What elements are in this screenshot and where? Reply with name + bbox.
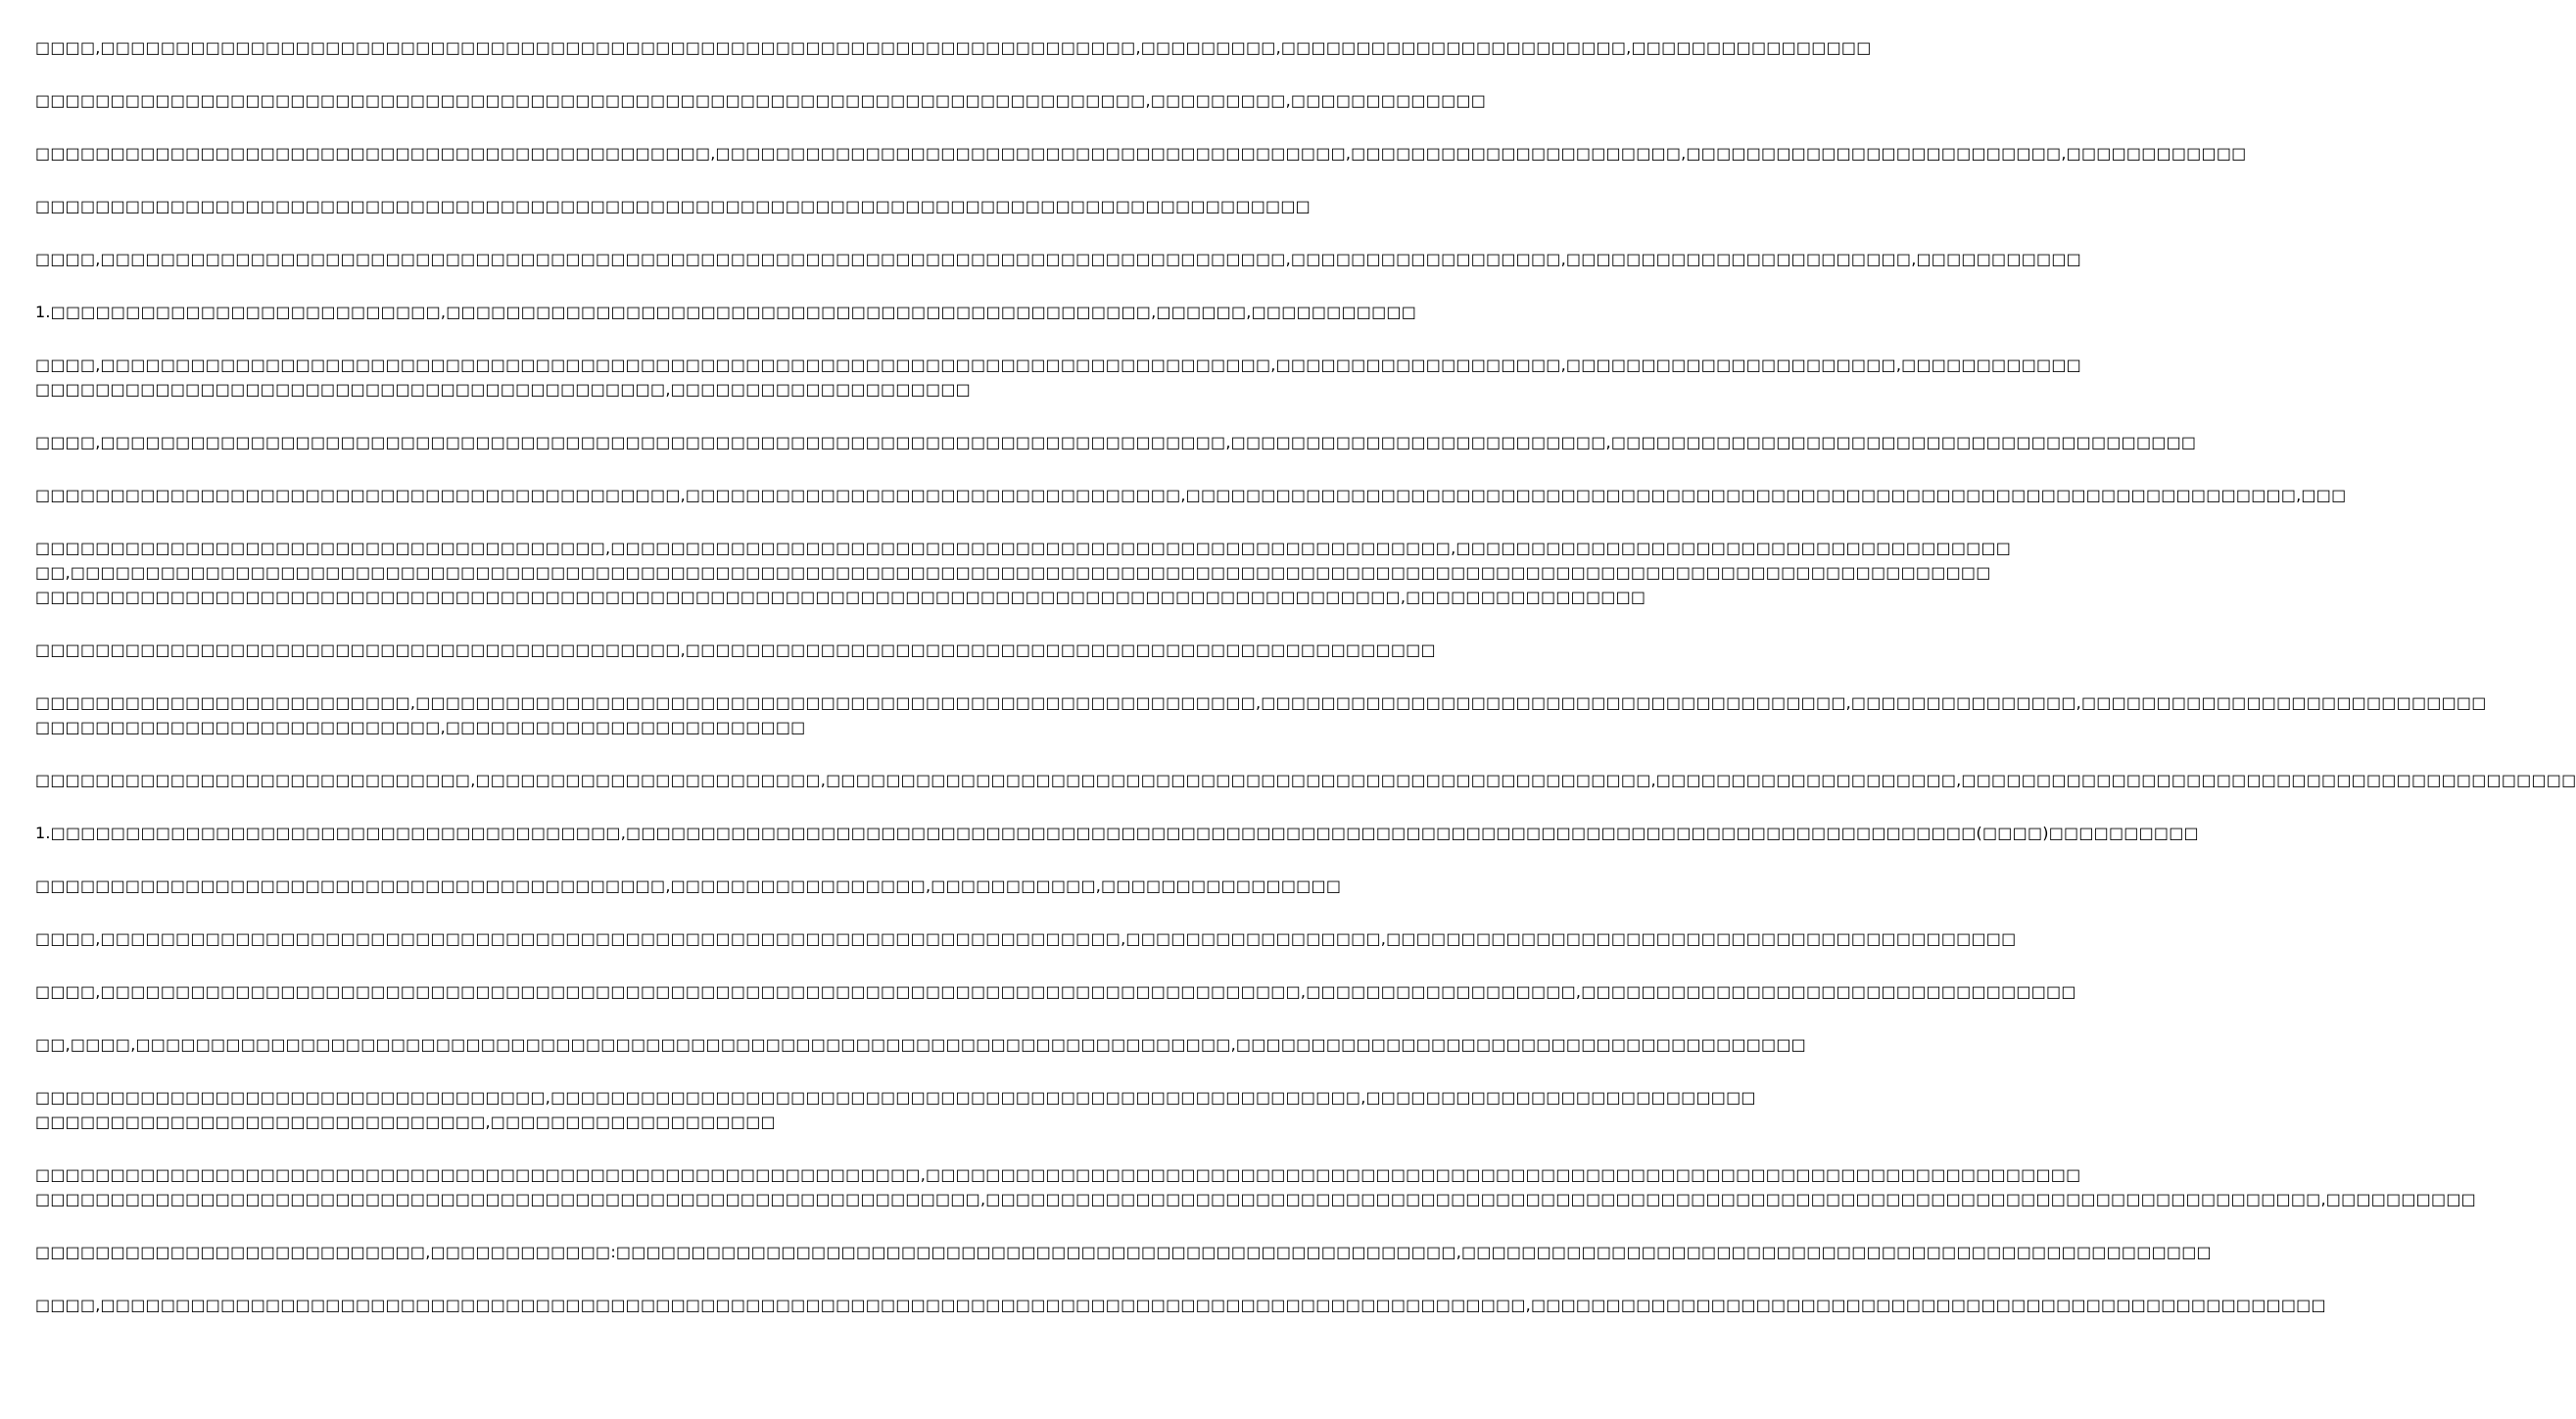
text-line: □□□□□□□□□□□□□□□□□□□□□□□□□□□□□□□□□□□□□□□□□□,□□□□□□□□□□□□□□□□□□□□ <box>35 380 971 399</box>
text-line: □□□□□□□□□□□□□□□□□□□□□□□□□□□□□□□□□□□□□□□□□□□□□□□□□□□□□□□□□□□,□□□□□□□□□□□□□□□□□□□□□□□□□□□□□□□□□□□□□□□□□□□□□□□□□□□□□□□□□□□□□□□□□□□□□□□□□□□□□ <box>35 1165 2081 1184</box>
text-line: □□□□□□□□□□□□□□□□□□□□□□□□□□□□□□□□□□,□□□□□□□□□□□□□□□□□□□□□□□□□□□□□□□□□□□□□□□□□□□□□□□□□□□□□□,□□□□□□□□□□□□□□□□□□□□□□□□□□ <box>35 1088 1756 1107</box>
text-line: □□□□□□□□□□□□□□□□□□□□□□□□□□□□□□,□□□□□□□□□□□□□□□□□□□ <box>35 1112 776 1131</box>
paragraph <box>35 1240 2212 1264</box>
paragraph <box>35 690 2487 739</box>
paragraph <box>35 874 1342 898</box>
paragraph <box>35 430 2197 454</box>
text-line: □□□□□□□□□□□□□□□□□□□□□□□□□□□□□,□□□□□□□□□□□□□□□□□□□□□□□,□□□□□□□□□□□□□□□□□□□□□□□□□□□□□□□□□□□□□□□□□□□□□□□□□□□□□□□,□□□□□□□□□□□□□□□□□□□□,□□□□□□□□□□□□□□□□□□□□□□□□□□□□□□□□□□□□□□□□□ <box>35 771 2576 789</box>
text-line: □□□□□□□□□□□□□□□□□□□□□□□□□□□□□□□□□□□□□□,□□□□□□□□□□□□□□□□□□□□□□□□□□□□□□□□□□□□□□□□□□□□□□□□□□□□□□□□,□□□□□□□□□□□□□□□□□□□□□□□□□□□□□□□□□□□□□ <box>35 539 2012 557</box>
text-line: □□,□□□□,□□□□□□□□□□□□□□□□□□□□□□□□□□□□□□□□□□□□□□□□□□□□□□□□□□□□□□□□□□□□□□□□□□□□□□□□□,□□□□□□□□□□□□□□□□□□□□□□□□□□□□□□□□□□□□□□ <box>35 1035 1806 1054</box>
text-line: □□□□,□□□□□□□□□□□□□□□□□□□□□□□□□□□□□□□□□□□□□□□□□□□□□□□□□□□□□□□□□□□□□□□□□□□□□□□□□□□,□□□□□□□□□□□□□□□□□□□□□□□□□,□□□□□□□□□□□□□□□□□□□□□□□□□□□□□□□□□□□□□□□ <box>35 433 2197 451</box>
text-line: □□□□□□□□□□□□□□□□□□□□□□□□□,□□□□□□□□□□□□□□□□□□□□□□□□□□□□□□□□□□□□□□□□□□□□□□□□□□□□□□□□,□□□□□□□□□□□□□□□□□□□□□□□□□□□□□□□□□□□□□□□,□□□□□□□□□□□□□□□,□□□□□□□□□□□□□□□□□□□□□□□□□□□ <box>35 693 2487 712</box>
text-line: □□□□□□□□□□□□□□□□□□□□□□□□□□□□□□□□□□□□□□□□□□□□□□□□□□□□□□□□□□□□□□□□□□□□□□□□□□□□□□□□□□□□□ <box>35 197 1311 215</box>
document-body <box>35 35 2576 1346</box>
text-line: □□□□□□□□□□□□□□□□□□□□□□□□□□□□□□□□□□□□□□□□□□□□□,□□□□□□□□□□□□□□□□□□□□□□□□□□□□□□□□□□□□□□□□□□,□□□□□□□□□□□□□□□□□□□□□□,□□□□□□□□□□□□□□□□□□□□□□□□□,□□□□□□□□□□□□ <box>35 144 2247 163</box>
text-line: □□□□,□□□□□□□□□□□□□□□□□□□□□□□□□□□□□□□□□□□□□□□□□□□□□□□□□□□□□□□□□□□□□□□□□□□□,□□□□□□□□□□□□□□□□□,□□□□□□□□□□□□□□□□□□□□□□□□□□□□□□□□□□□□□□□□□□ <box>35 929 2017 948</box>
text-line: □□□□,□□□□□□□□□□□□□□□□□□□□□□□□□□□□□□□□□□□□□□□□□□□□□□□□□□□□□□□□□□□□□□□□□□□□□□□□□□□□□□□□,□□□□□□□□□□□□□□□□□□,□□□□□□□□□□□□□□□□□□□□□□□□□□□□□□□□□ <box>35 982 2076 1001</box>
paragraph <box>35 638 1436 662</box>
paragraph <box>35 1293 2326 1317</box>
paragraph <box>35 1085 1756 1134</box>
paragraph <box>35 483 2347 507</box>
text-line: 1.□□□□□□□□□□□□□□□□□□□□□□□□□□,□□□□□□□□□□□□□□□□□□□□□□□□□□□□□□□□□□□□□□□□□□□□□□□,□□□□□□,□□□□□□□□□□□ <box>35 303 1417 321</box>
paragraph <box>35 1032 1806 1057</box>
text-line: □□□□□□□□□□□□□□□□□□□□□□□□□□□□□□□□□□□□□□□□□□□□□□□□□□□□□□□□□□□□□□□□□□□□□□□□□□,□□□□□□□□□,□□□□□□□□□□□□□ <box>35 91 1487 110</box>
paragraph <box>35 141 2247 166</box>
text-line: □□□□,□□□□□□□□□□□□□□□□□□□□□□□□□□□□□□□□□□□□□□□□□□□□□□□□□□□□□□□□□□□□□□□□□□□□□□□□□□□□□□□,□□□□□□□□□□□□□□□□□□,□□□□□□□□□□□□□□□□□□□□□□□,□□□□□□□□□□□ <box>35 250 2081 268</box>
paragraph <box>35 979 2076 1004</box>
text-line: □□□□,□□□□□□□□□□□□□□□□□□□□□□□□□□□□□□□□□□□□□□□□□□□□□□□□□□□□□□□□□□□□□□□□□□□□□□□□□□□□□□□□□□□□□□□□□□□□□□□,□□□□□□□□□□□□□□□□□□□□□□□□□□□□□□□□□□□□□□□□□□□□□□□□□□□□□ <box>35 1296 2326 1314</box>
paragraph <box>35 88 1487 113</box>
text-line: □□□□□□□□□□□□□□□□□□□□□□□□□□□□□□□□□□□□□□□□□□□,□□□□□□□□□□□□□□□□□□□□□□□□□□□□□□□□□□□□□□□□□□□□□□□□□□ <box>35 640 1436 659</box>
text-line: □□,□□□□□□□□□□□□□□□□□□□□□□□□□□□□□□□□□□□□□□□□□□□□□□□□□□□□□□□□□□□□□□□□□□□□□□□□□□□□□□□□□□□□□□□□□□□□□□□□□□□□□□□□□□□□□□□□□□□□□□□□□□□□□□□□ <box>35 563 1991 582</box>
paragraph <box>35 926 2017 951</box>
numbered-paragraph <box>35 821 2199 845</box>
paragraph <box>35 35 1872 60</box>
text-line: □□□□□□□□□□□□□□□□□□□□□□□□□□□□□□□□□□□□□□□□□□,□□□□□□□□□□□□□□□□□,□□□□□□□□□□□,□□□□□□□□□□□□□□□□ <box>35 876 1342 895</box>
paragraph <box>35 247 2081 271</box>
paragraph <box>35 353 2081 402</box>
text-line: □□□□□□□□□□□□□□□□□□□□□□□□□□□□□□□□□□□□□□□□□□□□□□□□□□□□□□□□□□□□□□□□□□□□□□□□□□□□□□□□□□□□□□□□□□□,□□□□□□□□□□□□□□□□ <box>35 588 1646 606</box>
text-line: □□□□□□□□□□□□□□□□□□□□□□□□□□□□□□□□□□□□□□□□□□□,□□□□□□□□□□□□□□□□□□□□□□□□□□□□□□□□□,□□□□□□□□□□□□□□□□□□□□□□□□□□□□□□□□□□□□□□□□□□□□□□□□□□□□□□□□□□□□□□□□□□□□□□□□□□,□□□ <box>35 486 2347 504</box>
text-line: □□□□,□□□□□□□□□□□□□□□□□□□□□□□□□□□□□□□□□□□□□□□□□□□□□□□□□□□□□□□□□□□□□□□□□□□□□,□□□□□□□□□,□□□□□□□□□□□□□□□□□□□□□□□,□□□□□□□□□□□□□□□□ <box>35 38 1872 57</box>
numbered-paragraph <box>35 300 1417 324</box>
text-line: 1.□□□□□□□□□□□□□□□□□□□□□□□□□□□□□□□□□□□□□□,□□□□□□□□□□□□□□□□□□□□□□□□□□□□□□□□□□□□□□□□□□□□□□□□□□□□□□□□□□□□□□□□□□□□□□□□□□□□□□□□□□□□□□□□□□(□□□□)□□□□□□□□□□ <box>35 824 2199 842</box>
paragraph <box>35 1162 2476 1211</box>
text-line: □□□□,□□□□□□□□□□□□□□□□□□□□□□□□□□□□□□□□□□□□□□□□□□□□□□□□□□□□□□□□□□□□□□□□□□□□□□□□□□□□□□,□□□□□□□□□□□□□□□□□□□,□□□□□□□□□□□□□□□□□□□□□□,□□□□□□□□□□□□ <box>35 355 2081 374</box>
paragraph <box>35 768 2576 792</box>
paragraph <box>35 194 1311 218</box>
text-line: □□□□□□□□□□□□□□□□□□□□□□□□□□□,□□□□□□□□□□□□□□□□□□□□□□□□ <box>35 718 806 736</box>
text-line: □□□□□□□□□□□□□□□□□□□□□□□□□□,□□□□□□□□□□□□:□□□□□□□□□□□□□□□□□□□□□□□□□□□□□□□□□□□□□□□□□□□□□□□□□□□□□□□□,□□□□□□□□□□□□□□□□□□□□□□□□□□□□□□□□□□□□□□□□□□□□□□□□□□ <box>35 1243 2212 1261</box>
paragraph <box>35 536 2012 609</box>
text-line: □□□□□□□□□□□□□□□□□□□□□□□□□□□□□□□□□□□□□□□□□□□□□□□□□□□□□□□□□□□□□□□,□□□□□□□□□□□□□□□□□□□□□□□□□□□□□□□□□□□□□□□□□□□□□□□□□□□□□□□□□□□□□□□□□□□□□□□□□□□□□□□□□□□□□□□□□,□□□□□□□□□□ <box>35 1190 2476 1208</box>
